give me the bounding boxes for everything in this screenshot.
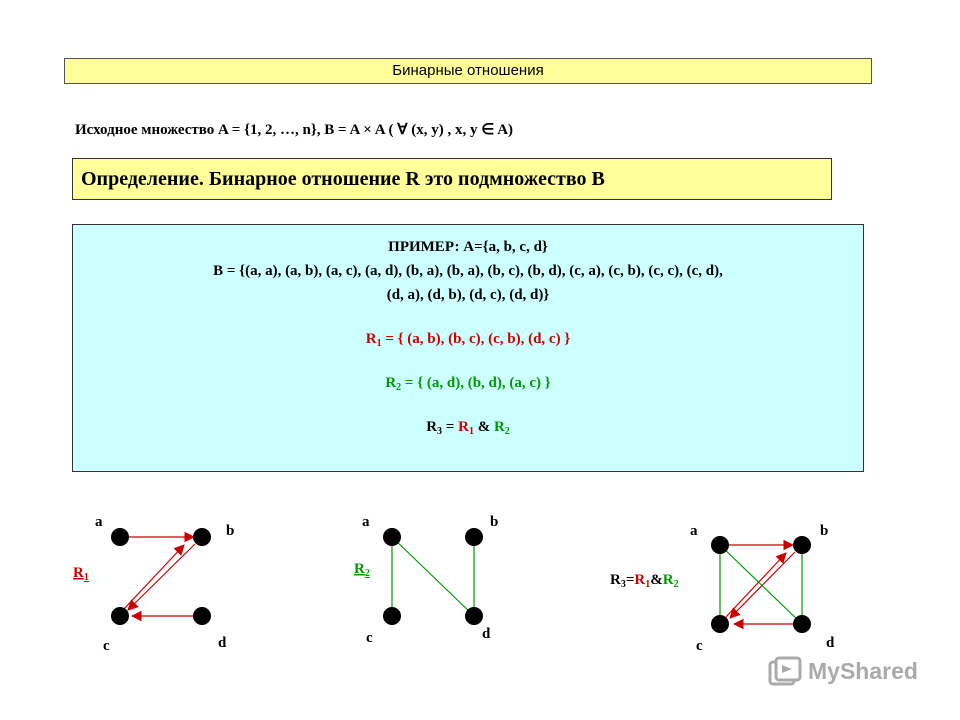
graph-r1 bbox=[73, 514, 234, 654]
vertex-c bbox=[711, 615, 729, 633]
graph2-label: $R_2$ bbox=[354, 561, 370, 579]
label-d: d bbox=[482, 626, 491, 642]
graph1-label: $R_1$ bbox=[73, 565, 89, 583]
vertex-b bbox=[193, 528, 211, 546]
graph-r2 bbox=[354, 514, 498, 646]
label-b: b bbox=[490, 514, 499, 530]
relation-graphs bbox=[0, 480, 960, 680]
vertex-d bbox=[793, 615, 811, 633]
vertex-d bbox=[193, 607, 211, 625]
label-b: b bbox=[820, 523, 829, 539]
mysharad-logo-icon bbox=[766, 656, 802, 690]
edge-a-d bbox=[392, 537, 474, 616]
example-box bbox=[72, 224, 864, 472]
vertex-d bbox=[465, 607, 483, 625]
r1-definition: $R_1$ = { (a, b), (b, c), (c, b), (d, c) } bbox=[365, 331, 571, 349]
vertex-b bbox=[465, 528, 483, 546]
vertex-a bbox=[111, 528, 129, 546]
label-c: c bbox=[696, 638, 703, 654]
label-a: a bbox=[362, 514, 370, 530]
source-set-line: Исходное множество A = {1, 2, …, n}, B = A × A ( ∀ (x, y) , x, y ∈ A) bbox=[75, 122, 514, 138]
label-a: a bbox=[690, 523, 698, 539]
vertex-c bbox=[383, 607, 401, 625]
label-c: c bbox=[366, 630, 373, 646]
b-set-line-2: (d, a), (d, b), (d, c), (d, d)} bbox=[386, 287, 550, 303]
watermark-text: MyShared bbox=[808, 658, 918, 684]
watermark bbox=[766, 656, 926, 690]
r3-definition: $R_3 = R_1$ & $R_2$ bbox=[426, 419, 510, 437]
graph3-label: $R_3=R_1\&R_2$ bbox=[610, 572, 679, 590]
edge-b-c bbox=[128, 544, 195, 610]
vertex-a bbox=[711, 536, 729, 554]
definition-box: Определение. Бинарное отношение R это подмножество B bbox=[72, 158, 832, 200]
label-d: d bbox=[826, 635, 835, 651]
graph-r3 bbox=[610, 523, 835, 654]
label-d: d bbox=[218, 635, 227, 651]
r2-definition: $R_2$ = { (a, d), (b, d), (a, c) } bbox=[385, 375, 551, 393]
edge-c-b bbox=[726, 553, 786, 617]
label-a: a bbox=[95, 514, 103, 530]
label-c: c bbox=[103, 638, 110, 654]
label-b: b bbox=[226, 523, 235, 539]
vertex-c bbox=[111, 607, 129, 625]
example-header: ПРИМЕР: A={a, b, c, d} bbox=[388, 239, 548, 255]
b-set-line-1: B = {(a, a), (a, b), (a, c), (a, d), (b, a), (b, a), (b, c), (b, d), (c, a), (c, b), (c, c), (c, d), bbox=[213, 263, 723, 279]
vertex-b bbox=[793, 536, 811, 554]
vertex-a bbox=[383, 528, 401, 546]
slide-title: Бинарные отношения bbox=[64, 58, 872, 84]
edge-c-b bbox=[124, 545, 184, 609]
